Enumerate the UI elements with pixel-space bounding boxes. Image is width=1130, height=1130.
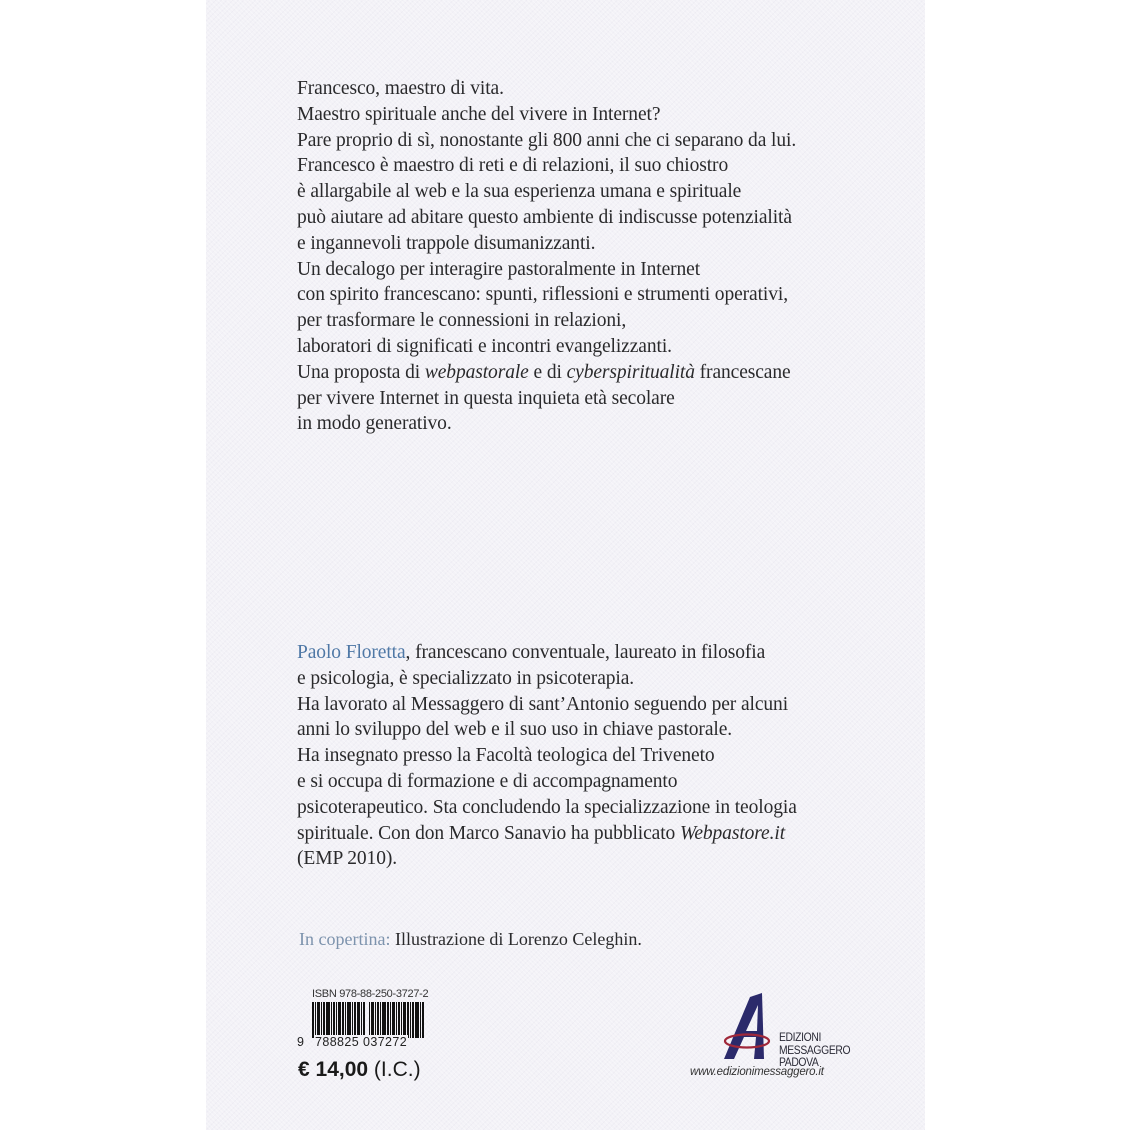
cover-credit xyxy=(299,929,642,950)
credit-label: In copertina: xyxy=(299,929,391,949)
blurb-line: con spirito francescano: spunti, riflessioni e strumenti operativi, xyxy=(297,284,788,306)
price-amount: € 14,00 xyxy=(298,1058,369,1081)
bio-line: (EMP 2010). xyxy=(297,848,398,870)
publisher-name-line: MESSAGGERO xyxy=(779,1044,851,1057)
author-bio xyxy=(297,640,857,872)
barcode-first-digit: 9 xyxy=(297,1035,304,1049)
bio-publication-line xyxy=(297,821,857,847)
blurb-line: e ingannevoli trappole disumanizzanti. xyxy=(297,232,596,254)
text-fragment: e di xyxy=(528,361,567,383)
bio-line: e psicologia, è specializzato in psicoterapia. xyxy=(297,667,635,689)
publisher-name xyxy=(779,1032,850,1070)
author-name: Paolo Floretta xyxy=(297,642,406,663)
italic-term-webpastorale: webpastorale xyxy=(424,361,529,383)
publisher-logo-block xyxy=(688,993,863,1083)
bio-line: anni lo sviluppo del web e il suo uso in chiave pastorale. xyxy=(297,719,733,741)
text-fragment: Una proposta di xyxy=(297,361,425,383)
blurb-line: Un decalogo per interagire pastoralmente in Internet xyxy=(297,258,701,280)
text-fragment: francescane xyxy=(694,361,791,383)
blurb-line: è allargabile al web e la sua esperienza umana e spirituale xyxy=(297,181,742,203)
isbn-label: ISBN 978-88-250-3727-2 xyxy=(312,988,429,1000)
publisher-name-line: EDIZIONI xyxy=(779,1032,821,1044)
blurb-line: per vivere Internet in questa inquieta età secolare xyxy=(297,387,675,409)
bio-line: e si occupa di formazione e di accompagnamento xyxy=(297,770,678,792)
blurb-line: può aiutare ad abitare questo ambiente di indiscusse potenzialità xyxy=(297,206,792,228)
bio-line: Ha insegnato presso la Facoltà teologica del Triveneto xyxy=(297,745,715,767)
price-suffix: (I.C.) xyxy=(368,1058,421,1081)
blurb-line: per trasformare le connessioni in relazioni, xyxy=(297,310,627,332)
blurb-line: Francesco, maestro di vita. xyxy=(297,78,504,99)
publisher-logo-icon xyxy=(720,993,780,1063)
publisher-url: www.edizionimessaggero.it xyxy=(690,1066,824,1078)
barcode-digits xyxy=(297,1035,408,1049)
blurb-line: in modo generativo. xyxy=(297,413,452,435)
blurb-line: laboratori di significati e incontri evangelizzanti. xyxy=(297,335,672,357)
book-title-webpastore: Webpastore.it xyxy=(679,822,786,844)
price xyxy=(298,1058,421,1082)
barcode-icon xyxy=(312,1002,448,1038)
bio-line: psicoterapeutico. Sta concludendo la specializzazione in teologia xyxy=(297,796,797,818)
bio-line: Ha lavorato al Messaggero di sant’Antonio seguendo per alcuni xyxy=(297,693,789,715)
isbn-barcode-block xyxy=(297,988,457,1049)
italic-term-cyberspiritualita: cyberspiritualità xyxy=(566,361,695,383)
blurb-line: Maestro spirituale anche del vivere in Internet? xyxy=(297,103,661,125)
credit-text: Illustrazione di Lorenzo Celeghin. xyxy=(390,929,642,949)
barcode-digits-rest: 788825 037272 xyxy=(315,1035,408,1049)
blurb-text xyxy=(297,76,857,437)
blurb-line: Francesco è maestro di reti e di relazioni, il suo chiostro xyxy=(297,155,729,177)
blurb-line: Pare proprio di sì, nonostante gli 800 anni che ci separano da lui. xyxy=(297,129,797,151)
text-fragment: spirituale. Con don Marco Sanavio ha pubblicato xyxy=(297,822,680,844)
text-fragment: , francescano conventuale, laureato in filosofia xyxy=(405,642,766,663)
blurb-proposal-line xyxy=(297,360,857,386)
publisher-name-line: PADOVA xyxy=(779,1057,819,1069)
bio-first-line xyxy=(297,640,857,666)
